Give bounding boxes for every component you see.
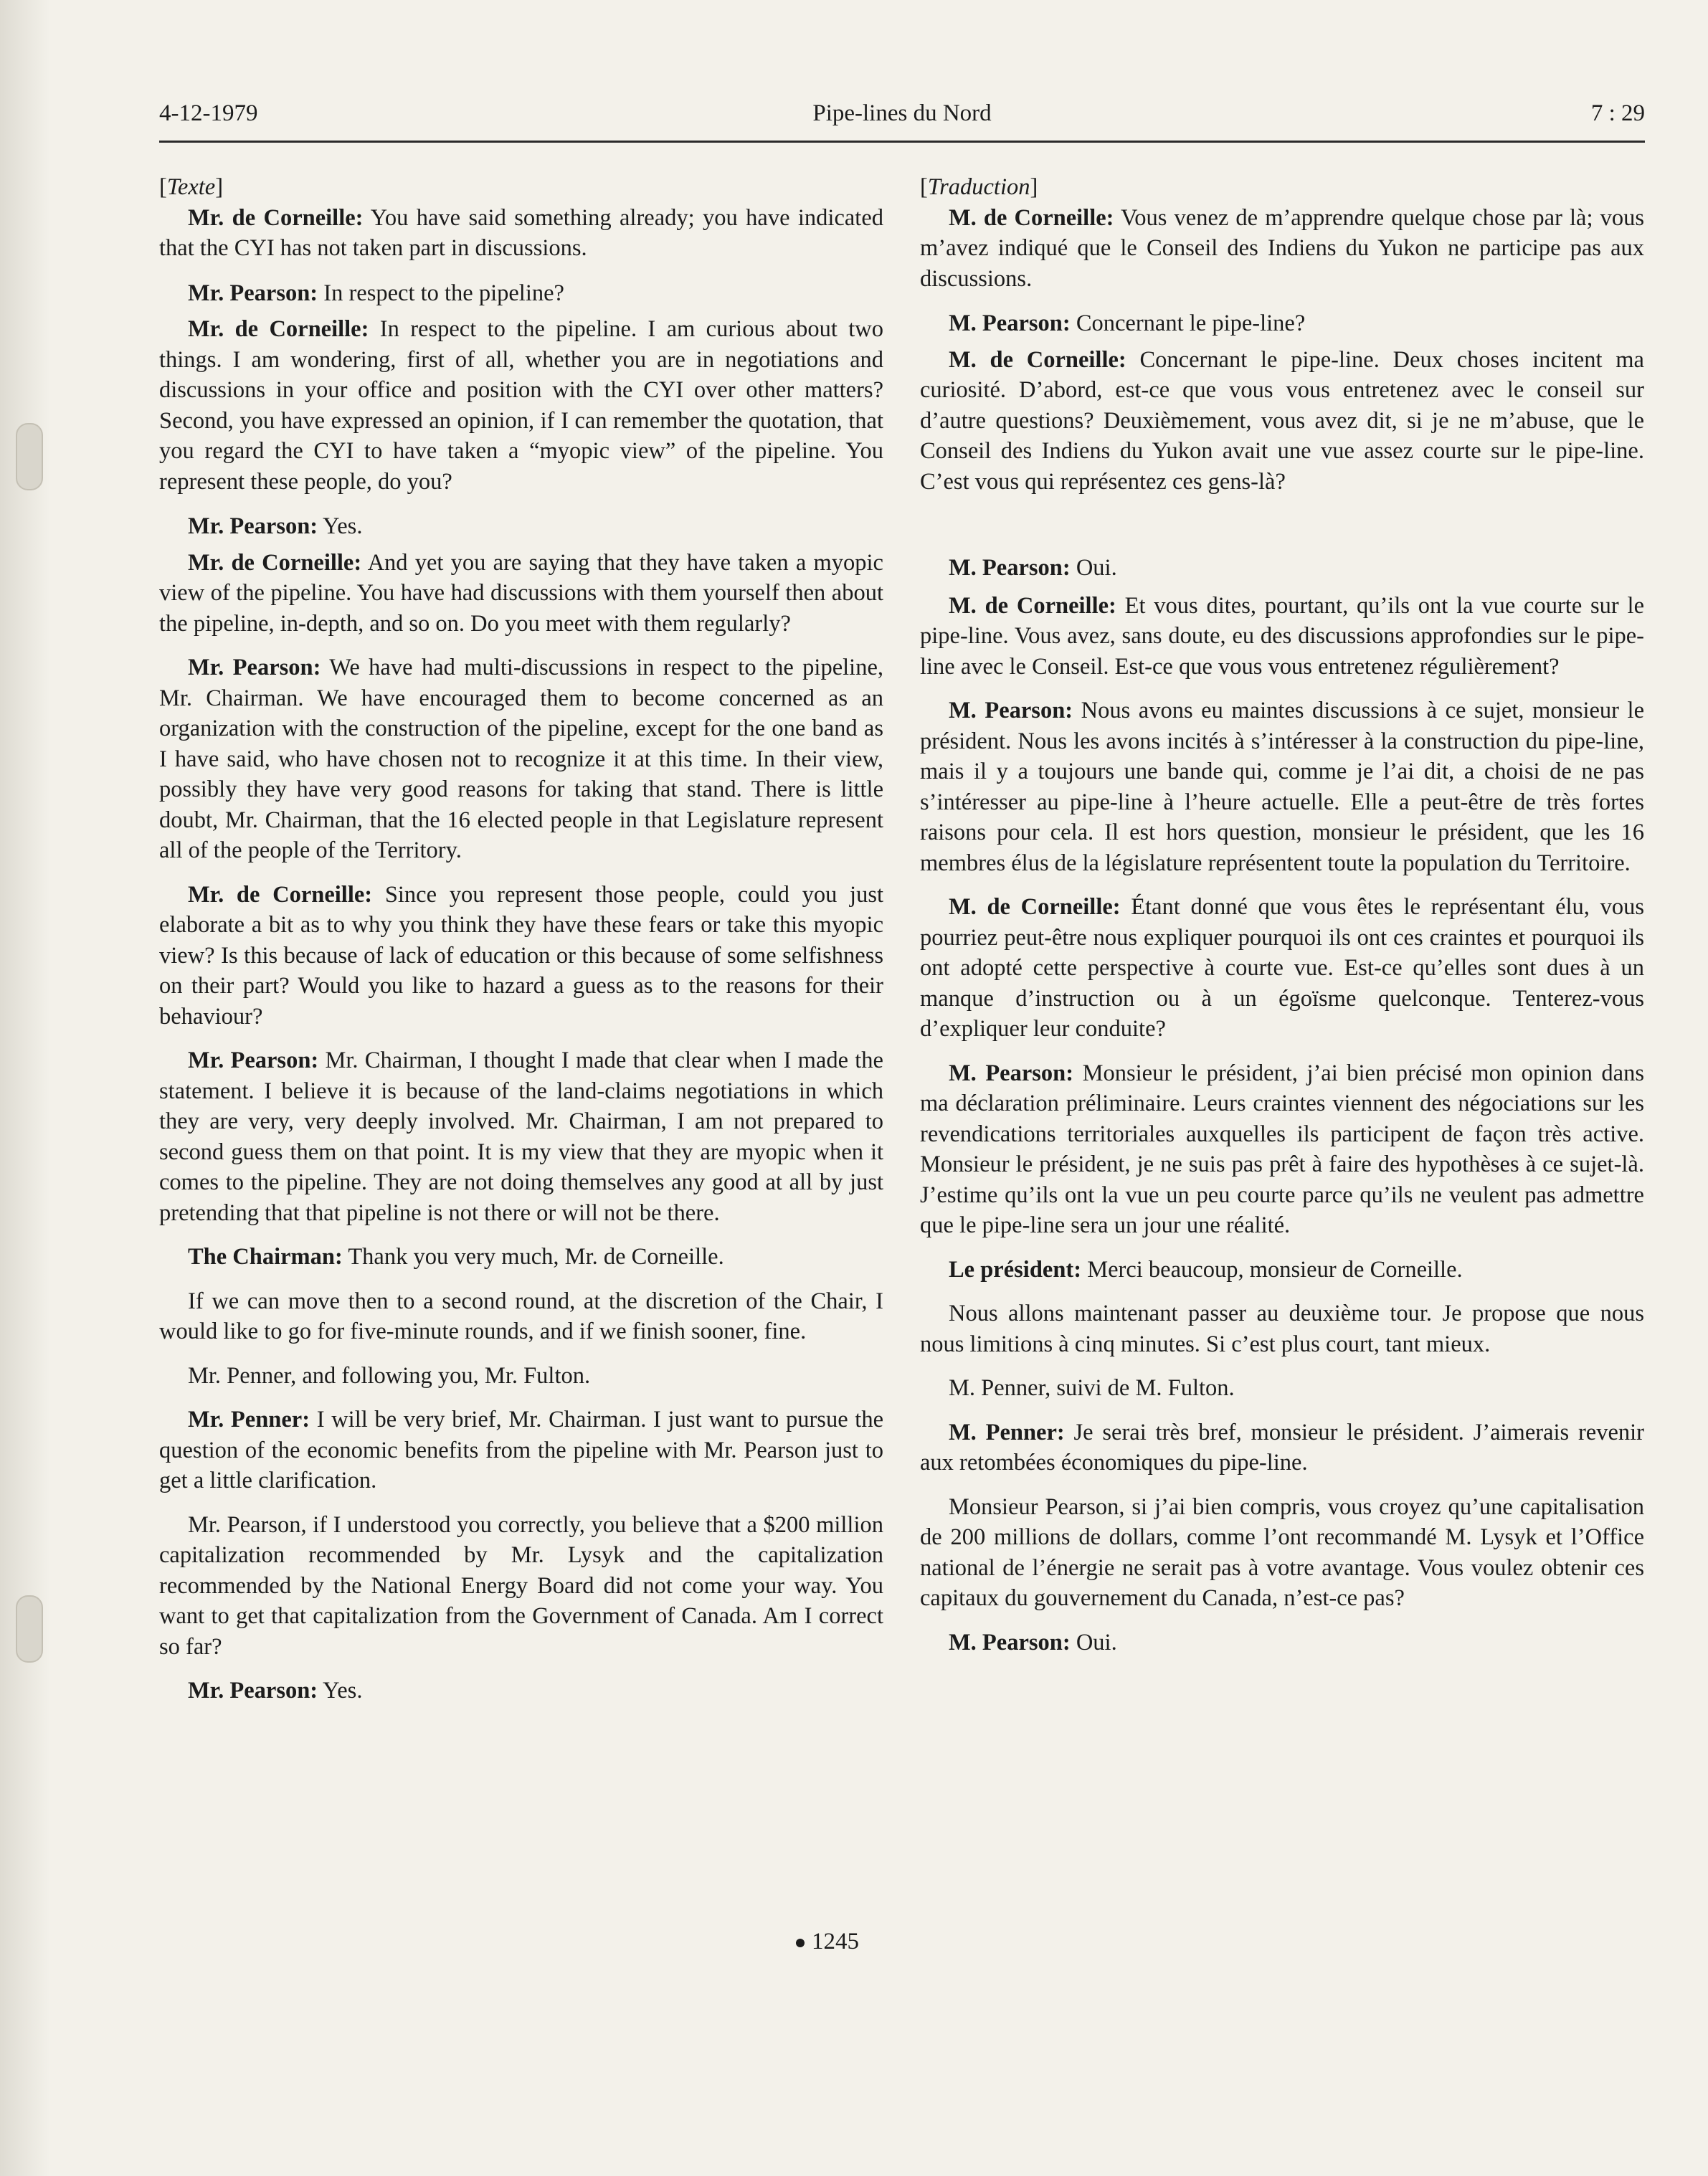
transcript-paragraph — [159, 548, 883, 640]
transcript-paragraph — [920, 553, 1644, 584]
speech-text: Monsieur le président, j’ai bien précisé mon opinion dans ma déclaration préliminaire. Leurs craintes viennent des négociations sur les revendications territoriales auxquelles ils participent de façon très active. Monsieur le président, je ne suis pas prêt à faire des hypothèses à ce sujet-là. J’estime qu’ils ont la vue un peu courte parce qu’ils ne veulent pas admettre que le pipe-line sera un jour une réalité. — [920, 1060, 1644, 1238]
speech-text: Since you represent those people, could you just elaborate a bit as to why you think they have these fears or take this myopic view? Is this because of lack of education or this because of some selfishness on their part? Would you like to hazard a guess as to the reasons for their behaviour? — [159, 881, 883, 1030]
transcript-paragraph — [920, 1255, 1644, 1286]
header-page-ref: 7 : 29 — [1590, 100, 1645, 126]
speech-text: I will be very brief, Mr. Chairman. I just want to pursue the question of the economic benefits from the pipeline with Mr. Pearson just to get a little clarification. — [159, 1407, 884, 1493]
speech-text: We have had multi-discussions in respect to the pipeline, Mr. Chairman. We have encouraged them to become concerned as an organization with the construction of the pipeline, except for the one band as I have said, who have chosen not to recognize it at this time. In their view, possibly they have very good reasons for taking that stand. There is little doubt, Mr. Chairman, that the 16 elected people in that Legislature represent all of the people of the Territory. — [159, 655, 883, 863]
speech-text: Concernant le pipe-line. Deux choses incitent ma curiosité. D’abord, est-ce que vous vous entretenez avec le conseil sur d’autre questions? Deuxièmement, vous avez dit, si je ne m’abuse, que le Conseil des Indiens du Yukon avait une vue assez courte sur le pipe-line. C’est vous qui représentez ces gens-là? — [920, 346, 1644, 495]
speech-text: Et vous dites, pourtant, qu’ils ont la vue courte sur le pipe-line. Vous avez, sans doute, eu des discussions approfondies sur le pipe-line avec le Conseil. Est-ce que vous vous entretenez régulièrement? — [920, 592, 1644, 680]
speaker-name: M. de Corneille: — [949, 894, 1121, 920]
speech-text: Yes. — [318, 1678, 363, 1704]
transcript-paragraph — [159, 1045, 883, 1228]
speech-text: In respect to the pipeline. I am curious about two things. I am wondering, first of all, whether you are in negotiations and discussions in your office and position with the CYI over other matters? Second, you have expressed an opinion, if I can remember the quotation, that you regard the CYI to have taken a “myopic view” of the pipeline. You represent these people, do you? — [159, 316, 883, 495]
running-header — [159, 100, 1645, 143]
binder-hole — [16, 1595, 43, 1663]
transcript-paragraph — [159, 652, 883, 866]
speaker-name: M. de Corneille: — [949, 204, 1114, 231]
folio-bullet — [796, 1939, 805, 1947]
transcript-paragraph — [920, 345, 1644, 498]
transcript-paragraph — [920, 591, 1644, 683]
speaker-name: M. Pearson: — [949, 1060, 1074, 1086]
speech-text: Oui. — [1070, 1629, 1117, 1655]
speech-text: And yet you are saying that they have taken a myopic view of the pipeline. You have had discussions with them yourself then about the pipeline, in-depth, and so on. Do you meet with them regularly? — [159, 549, 883, 637]
english-column — [159, 172, 883, 1720]
transcript-paragraph — [159, 1361, 883, 1392]
transcript-paragraph — [920, 1492, 1644, 1614]
speaker-name: Mr. de Corneille: — [188, 204, 364, 231]
speech-text: Je serai très bref, monsieur le président. J’aimerais revenir aux retombées économiques du pipe-line. — [920, 1419, 1644, 1476]
transcript-paragraph — [920, 892, 1644, 1045]
transcript-paragraph — [920, 203, 1644, 295]
speech-text: Merci beaucoup, monsieur de Corneille. — [1081, 1256, 1463, 1283]
speaker-name: M. Pearson: — [949, 555, 1071, 581]
speaker-name: M. de Corneille: — [949, 346, 1126, 373]
speaker-name: Mr. Pearson: — [188, 1678, 318, 1704]
speaker-name: M. Pearson: — [949, 698, 1073, 723]
speaker-name: Mr. de Corneille: — [188, 881, 373, 908]
speech-text: Vous venez de m’apprendre quelque chose par là; vous m’avez indiqué que le Conseil des Indiens du Yukon ne participe pas aux discussions. — [920, 204, 1644, 292]
binder-hole — [16, 423, 43, 490]
speaker-name: Mr. de Corneille: — [188, 316, 369, 342]
french-column — [920, 172, 1644, 1671]
speaker-name: Mr. Pearson: — [188, 1047, 319, 1073]
speech-text: Nous avons eu maintes discussions à ce sujet, monsieur le président. Nous les avons incités à s’intéresser à la construction du pipe-line, mais il y a toujours une bande qui, comme je l’ai dit, a choisi de ne pas s’intéresser au pipe-line à l’heure actuelle. Elle a peut-être de très fortes raisons pour cela. Il est hors question, monsieur le président, que les 16 membres élus de la législature représentent toute la population du Territoire. — [920, 698, 1644, 876]
transcript-paragraph — [159, 1676, 883, 1706]
transcript-paragraph — [920, 308, 1644, 339]
transcript-paragraph — [159, 314, 883, 497]
speech-text: Yes. — [318, 513, 363, 539]
speaker-name: M. Penner: — [949, 1419, 1065, 1445]
speech-text: Thank you very much, Mr. de Corneille. — [342, 1244, 724, 1270]
transcript-paragraph — [159, 203, 883, 264]
speech-text: Concernant le pipe-line? — [1070, 310, 1306, 336]
speaker-name: M. de Corneille: — [949, 592, 1116, 619]
transcript-paragraph — [159, 1405, 883, 1496]
speech-text: You have said something already; you have indicated that the CYI has not taken part in discussions. — [159, 204, 883, 261]
speaker-name: Mr. Pearson: — [188, 280, 318, 306]
section-label-text: [Texte] — [159, 174, 224, 200]
transcript-paragraph — [159, 1242, 883, 1273]
speech-text: Oui. — [1070, 555, 1117, 581]
transcript-paragraph — [159, 880, 883, 1032]
speech-text: If we can move then to a second round, at the discretion of the Chair, I would like to go for five-minute rounds, and if we finish sooner, fine. — [159, 1288, 883, 1344]
header-title: Pipe-lines du Nord — [812, 100, 992, 126]
transcript-paragraph — [159, 511, 883, 542]
speaker-name: M. Pearson: — [949, 1629, 1071, 1655]
speaker-name: Mr. de Corneille: — [188, 549, 362, 576]
folio-number: 1245 — [812, 1929, 859, 1954]
speech-text: Mr. Chairman, I thought I made that clear when I made the statement. I believe it is because of the land-claims negotiations in which they are very, very deeply involved. Mr. Chairman, I am not prepared to second guess them on that point. It is my view that they are myopic when it comes to the pipeline. They are not doing themselves any good at all by just pretending that that pipeline is not there or will not be there. — [159, 1047, 883, 1226]
transcript-paragraph — [920, 695, 1644, 878]
speaker-name: Mr. Pearson: — [188, 655, 321, 680]
transcript-paragraph — [920, 1373, 1644, 1404]
transcript-paragraph — [159, 278, 883, 309]
binding-edge — [0, 0, 50, 2176]
speaker-name: Mr. Pearson: — [188, 513, 318, 539]
transcript-paragraph — [920, 1058, 1644, 1241]
transcript-paragraph — [159, 1510, 883, 1663]
speech-text: Mr. Pearson, if I understood you correctly, you believe that a $200 million capitalization recommended by Mr. Lysyk and the capitalization recommended by the National Energy Board did not come your way. You want to get that capitalization from the Government of Canada. Am I correct so far? — [159, 1511, 883, 1660]
speaker-name: The Chairman: — [188, 1244, 343, 1270]
speech-text: Monsieur Pearson, si j’ai bien compris, vous croyez qu’une capitalisation de 200 millions de dollars, comme l’ont recommandé M. Lysyk et l’Office national de l’énergie ne serait pas à votre avantage. Vous voulez obtenir ces capitaux du gouvernement du Canada, n’est-ce pas? — [920, 1493, 1644, 1611]
transcript-paragraph — [159, 1286, 883, 1347]
speaker-name: Mr. Penner: — [188, 1407, 310, 1433]
speech-text: M. Penner, suivi de M. Fulton. — [949, 1375, 1235, 1401]
page-folio — [796, 1929, 859, 1955]
speaker-name: M. Pearson: — [949, 310, 1071, 336]
section-label-traduction: [Traduction] — [920, 174, 1038, 200]
speaker-name: Le président: — [949, 1256, 1082, 1283]
speech-text: Nous allons maintenant passer au deuxième tour. Je propose que nous nous limitions à cinq minutes. Si c’est plus court, tant mieux. — [920, 1301, 1644, 1357]
transcript-paragraph — [920, 1298, 1644, 1359]
speech-text: Étant donné que vous êtes le représentant élu, vous pourriez peut-être nous expliquer pourquoi ils ont ces craintes et pourquoi ils ont adopté cette perspective à courte vue. Est-ce qu’elles sont dues à un manque d’instruction ou à un égoïsme quelconque. Tenterez-vous d’expliquer leur conduite? — [920, 894, 1644, 1042]
speech-text: Mr. Penner, and following you, Mr. Fulton. — [188, 1362, 591, 1389]
transcript-paragraph — [920, 1628, 1644, 1658]
header-date: 4-12-1979 — [159, 100, 258, 126]
speech-text: In respect to the pipeline? — [318, 280, 564, 306]
transcript-paragraph — [920, 1417, 1644, 1478]
